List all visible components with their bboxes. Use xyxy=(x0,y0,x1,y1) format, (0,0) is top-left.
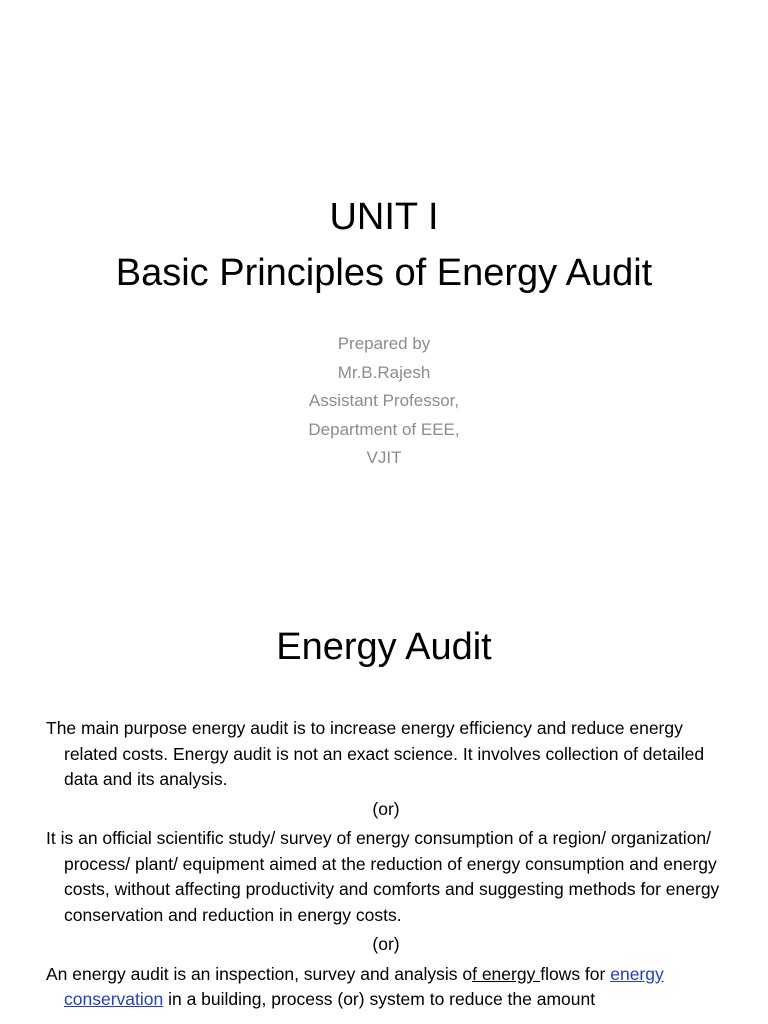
energy-audit-slide xyxy=(0,576,768,1024)
definition-paragraph-1: The main purpose energy audit is to increase energy efficiency and reduce energy related costs. Energy audit is not an exact science. It involves collection of detailed data and its analysis. xyxy=(46,718,705,789)
or-separator: (or) xyxy=(372,934,400,954)
author-credits xyxy=(0,330,768,473)
para3-text-end: in a building, process (or) system to reduce the amount xyxy=(163,989,596,1009)
unit-title: UNIT I xyxy=(329,196,439,238)
para3-text-mid: flows for xyxy=(540,963,611,984)
energy-conservation-link[interactable]: energy conservation xyxy=(64,963,664,1009)
section-heading: Energy Audit xyxy=(276,626,492,668)
definition-paragraph-3 xyxy=(46,962,726,1013)
credit-line: Mr.B.Rajesh xyxy=(337,362,431,382)
slide-title: Basic Principles of Energy Audit xyxy=(115,252,653,294)
slide-body xyxy=(46,716,726,1013)
credit-line: VJIT xyxy=(366,448,402,467)
definition-paragraph-2: It is an official scientific study/ survey of energy consumption of a region/ organization/ process/ plant/ equipment aimed at the reduction of energy consumption and energy costs, without affecting productivity and comforts and suggesting methods for energy conservation and reduction in energy costs. xyxy=(46,828,720,925)
para3-text-start: An energy audit is an inspection, survey and analysis o xyxy=(46,963,473,984)
credit-line: Assistant Professor, xyxy=(308,391,460,410)
para3-underlined-text: f energy xyxy=(472,963,541,984)
credit-line: Prepared by xyxy=(337,334,431,353)
or-separator: (or) xyxy=(372,798,400,819)
credit-line: Department of EEE, xyxy=(308,419,460,439)
